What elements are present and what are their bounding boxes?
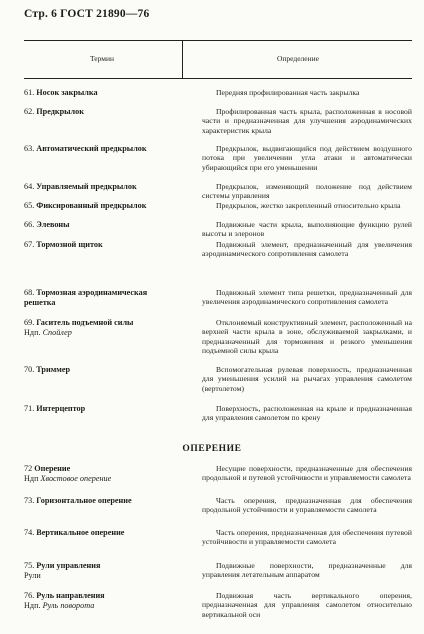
definition-73: Часть оперения, предназначенная для обеспечения продольной устойчивости и управляемости самолета bbox=[202, 496, 412, 515]
definition-75: Подвижные поверхности, предназначенные для управления летательным аппаратом bbox=[202, 561, 412, 580]
term-75-alternate: Рули bbox=[24, 570, 41, 580]
term-63: 63. Автоматический предкрылок bbox=[24, 144, 147, 153]
definition-66: Подвижные части крыла, выполняющие функцию рулей высоты и элеронов bbox=[202, 220, 412, 239]
term-76-alternate: Ндп. Руль поворота bbox=[24, 600, 95, 610]
term-64: 64. Управляемый предкрылок bbox=[24, 182, 137, 191]
table-top-rule bbox=[24, 40, 412, 41]
term-74: 74. Вертикальное оперение bbox=[24, 528, 125, 537]
definition-69: Отклоняемый конструктивный элемент, расположенный на верхней части крыла в зоне, обслуживаемой закрылками, и предназначенный для торможения и резкого уменьшения подъемной силы крыла bbox=[202, 318, 412, 356]
term-65: 65. Фиксированный предкрылок bbox=[24, 201, 147, 210]
term-73: 73. Горизонтальное оперение bbox=[24, 496, 132, 505]
term-72-alternate: Ндп Хвостовое оперение bbox=[24, 473, 112, 483]
definition-72: Несущие поверхности, предназначенные для обеспечения продольной и путевой устойчивости и управляемости самолета bbox=[202, 464, 412, 483]
definition-68: Подвижный элемент типа решетки, предназначенный для увеличения аэродинамического сопротивления самолета bbox=[202, 288, 412, 307]
table-header-rule bbox=[24, 78, 412, 79]
term-69: 69. Гаситель подъемной силы Ндп. Спойлер bbox=[24, 318, 180, 337]
column-header-definition: Определение bbox=[277, 54, 319, 63]
term-70: 70. Триммер bbox=[24, 365, 71, 374]
definition-76: Подвижная часть вертикального оперения, предназначенная для управления самолетом относительно вертикальной оси bbox=[202, 591, 412, 619]
column-header-term: Термин bbox=[89, 54, 115, 63]
definition-61: Передняя профилированная часть закрылка bbox=[216, 88, 360, 97]
definition-65: Предкрылок, жестко закрепленный относительно крыла bbox=[216, 201, 401, 210]
term-67: 67. Тормозной щиток bbox=[24, 240, 103, 249]
term-66: 66. Элевоны bbox=[24, 220, 70, 229]
term-61: 61. Носок закрылка bbox=[24, 88, 98, 97]
definition-63: Предкрылок, выдвигающийся под действием воздушного потока при увеличении угла атаки и автоматически убирающийся при его уменьшении bbox=[202, 144, 412, 172]
term-62: 62. Предкрылок bbox=[24, 107, 84, 116]
definition-70: Вспомогательная рулевая поверхность, предназначенная для уменьшения усилий на рычагах управления самолетом (вертолетом) bbox=[202, 365, 412, 393]
term-69-alternate: Ндп. Спойлер bbox=[24, 327, 72, 337]
definition-67: Подвижный элемент, предназначенный для увеличения аэродинамического сопротивления самолета bbox=[202, 240, 412, 259]
section-title: ОПЕРЕНИЕ bbox=[182, 444, 242, 454]
table-column-divider bbox=[182, 40, 183, 78]
definition-64: Предкрылок, изменяющий положение под действием системы управления bbox=[202, 182, 412, 201]
term-71: 71. Интерцептор bbox=[24, 404, 86, 413]
definition-74: Часть оперения, предназначенная для обеспечения путевой устойчивости и управляемости самолета bbox=[202, 528, 412, 547]
term-72: 72 Оперение Ндп Хвостовое оперение bbox=[24, 464, 180, 483]
term-68: 68. Тормозная аэродинамическая решетка bbox=[24, 288, 148, 307]
term-75: 75. Рули управления Рули bbox=[24, 561, 180, 580]
term-76: 76. Руль направления Ндп. Руль поворота bbox=[24, 591, 180, 610]
definition-62: Профилированная часть крыла, расположенная в носовой части и предназначенная для улучшения аэродинамических характеристик крыла bbox=[202, 107, 412, 135]
page-header: Стр. 6 ГОСТ 21890—76 bbox=[24, 8, 150, 20]
definition-71: Поверхность, расположенная на крыле и предназначенная для управления самолетом по крену bbox=[202, 404, 412, 423]
